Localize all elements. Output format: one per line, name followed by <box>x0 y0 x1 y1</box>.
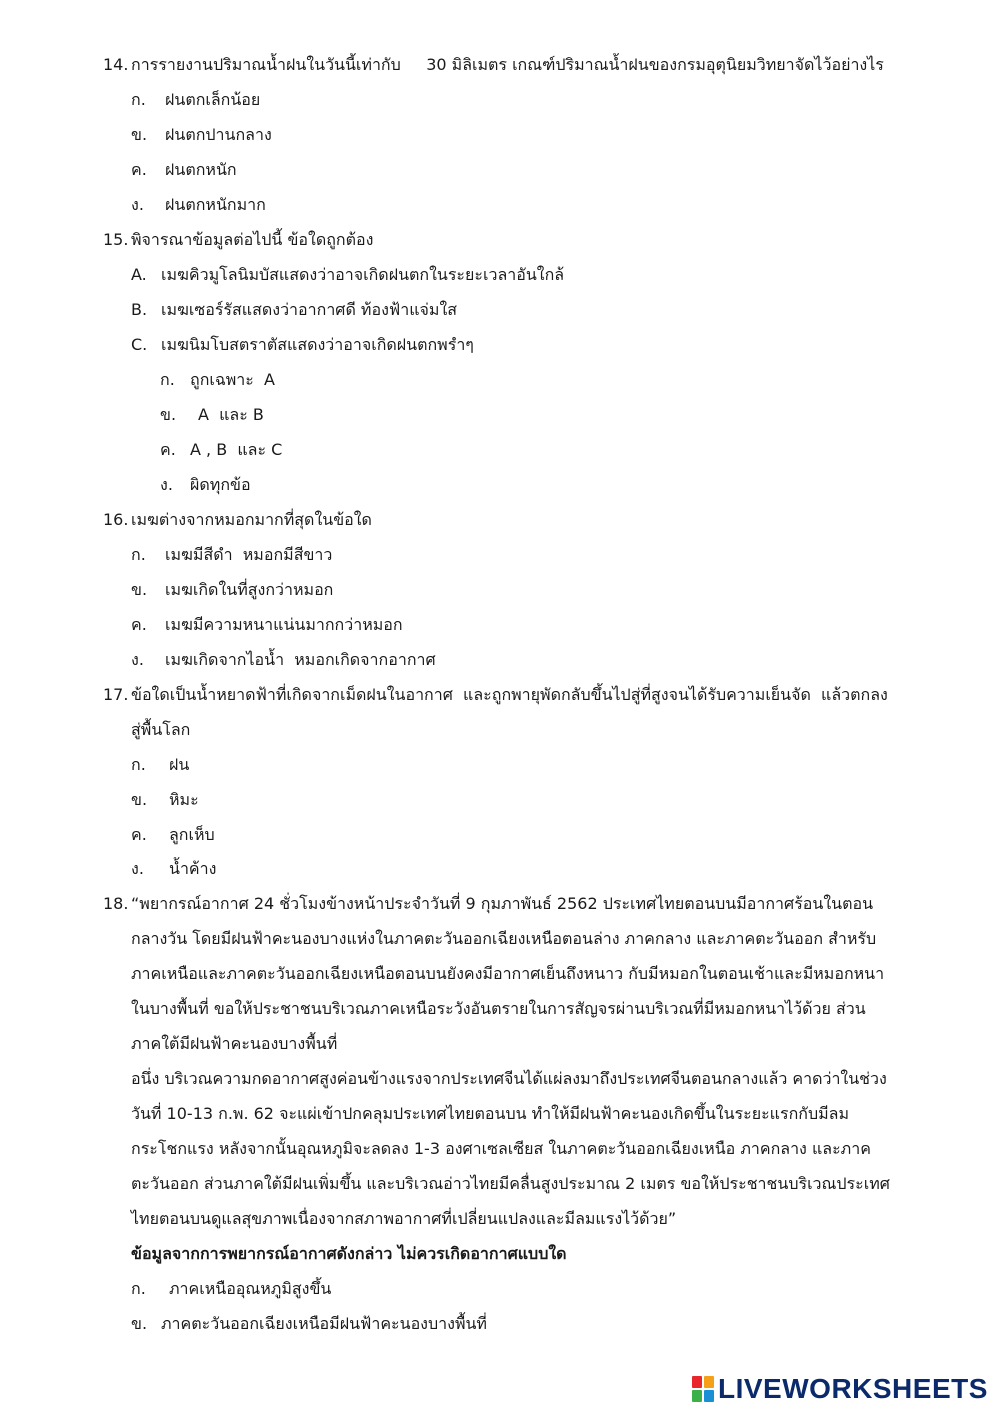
choice-label: ก. <box>131 1279 146 1298</box>
choice <box>160 439 282 461</box>
choice-text: ภาคตะวันออกเฉียงเหนือมีฝนฟ้าคะนองบางพื้นที่ <box>161 1314 487 1333</box>
liveworksheets-logo <box>692 1373 988 1405</box>
logo-cube <box>704 1376 714 1388</box>
choice <box>131 159 237 181</box>
question-number: 16. <box>103 510 129 529</box>
question-number: 14. <box>103 55 129 74</box>
passage-line: ไทยตอนบนดูแลสุขภาพเนื่องจากสภาพอากาศที่เปลี่ยนแปลงและมีลมแรงไว้ด้วย” <box>131 1209 677 1228</box>
choice-label: ค. <box>131 825 147 844</box>
question-18 <box>103 893 873 915</box>
passage-line: วันที่ 10-13 ก.พ. 62 จะแผ่เข้าปกคลุมประเทศไทยตอนบน ทำให้มีฝนฟ้าคะนองเกิดขึ้นในระยะแรกกับมีลม <box>131 1104 849 1123</box>
question-17 <box>103 684 888 706</box>
statement-text: เมฆนิมโบสตราตัสแสดงว่าอาจเกิดฝนตกพรำๆ <box>161 335 474 354</box>
choice-text: หิมะ <box>169 790 199 809</box>
choice-text: ฝนตกปานกลาง <box>165 125 272 144</box>
question-number: 17. <box>103 685 129 704</box>
choice-label: ง. <box>160 475 173 494</box>
question-number: 18. <box>103 894 129 913</box>
choice <box>131 824 215 846</box>
choice-label: ข. <box>131 1314 148 1333</box>
choice-label: ค. <box>131 160 147 179</box>
choice-text: A และ B <box>198 405 264 424</box>
choice-label: ก. <box>131 545 146 564</box>
question-text: ข้อใดเป็นน้ำหยาดฟ้าที่เกิดจากเม็ดฝนในอากาศ และถูกพายุพัดกลับขึ้นไปสู่ที่สูงจนได้รับความเย็นจัด แล้วตกลง <box>131 685 888 704</box>
choice-label: ข. <box>131 125 148 144</box>
statement-label: B. <box>131 300 148 319</box>
choice <box>131 1278 331 1300</box>
choice-text: A , B และ C <box>190 440 283 459</box>
choice <box>160 404 264 426</box>
passage-line: ตะวันออก ส่วนภาคใต้มีฝนเพิ่มขึ้น และบริเวณอ่าวไทยมีคลื่นสูงประมาณ 2 เมตร ขอให้ประชาชนบริเวณประเทศ <box>131 1174 890 1193</box>
choice-text: น้ำค้าง <box>169 859 217 878</box>
passage-line: กระโชกแรง หลังจากนั้นอุณหภูมิจะลดลง 1-3 องศาเซลเซียส ในภาคตะวันออกเฉียงเหนือ ภาคกลาง และภาค <box>131 1139 871 1158</box>
logo-cube <box>692 1390 702 1402</box>
passage-line: ภาคใต้มีฝนฟ้าคะนองบางพื้นที่ <box>131 1034 338 1053</box>
passage-line: อนึ่ง บริเวณความกดอากาศสูงค่อนข้างแรงจากประเทศจีนได้แผ่ลงมาถึงประเทศจีนตอนกลางแล้ว คาดว่าในช่วง <box>131 1069 887 1088</box>
statement <box>131 334 474 356</box>
statement-text: เมฆคิวมูโลนิมบัสแสดงว่าอาจเกิดฝนตกในระยะเวลาอันใกล้ <box>161 265 565 284</box>
choice-label: ก. <box>131 90 146 109</box>
choice <box>131 1313 487 1335</box>
choice <box>131 89 260 111</box>
question-15 <box>103 229 373 251</box>
choice-text: ฝนตกหนัก <box>165 160 237 179</box>
choice-label: ข. <box>160 405 177 424</box>
logo-cubes-icon <box>692 1376 714 1402</box>
choice <box>131 544 332 566</box>
choice <box>160 474 251 496</box>
question-14 <box>103 54 884 76</box>
question-text-continued: สู่พื้นโลก <box>131 720 191 739</box>
choice-text: ลูกเห็บ <box>169 825 215 844</box>
choice-text: ฝนตกหนักมาก <box>165 195 266 214</box>
choice-label: ข. <box>131 790 148 809</box>
choice <box>131 789 199 811</box>
question-text: การรายงานปริมาณน้ำฝนในวันนี้เท่ากับ 30 มิลิเมตร เกณฑ์ปริมาณน้ำฝนของกรมอุตุนิยมวิทยาจัดไว้อย่างไร <box>131 55 884 74</box>
choice-text: ฝนตกเล็กน้อย <box>165 90 261 109</box>
choice <box>131 754 189 776</box>
choice-label: ค. <box>160 440 176 459</box>
choice <box>131 649 436 671</box>
choice-label: ก. <box>160 370 175 389</box>
statement-label: A. <box>131 265 147 284</box>
choice-label: ง. <box>131 859 144 878</box>
statement <box>131 264 564 286</box>
choice-text: ภาคเหนืออุณหภูมิสูงขึ้น <box>169 1279 332 1298</box>
question-text: เมฆต่างจากหมอกมากที่สุดในข้อใด <box>131 510 372 529</box>
choice-text: เมฆมีความหนาแน่นมากกว่าหมอก <box>165 615 403 634</box>
choice <box>131 124 272 146</box>
choice-text: เมฆมีสีดำ หมอกมีสีขาว <box>165 545 333 564</box>
choice-text: ผิดทุกข้อ <box>190 475 251 494</box>
passage-line: “พยากรณ์อากาศ 24 ชั่วโมงข้างหน้าประจำวันที่ 9 กุมภาพันธ์ 2562 ประเทศไทยตอนบนมีอากาศร้อนในตอน <box>131 894 874 913</box>
passage-line: กลางวัน โดยมีฝนฟ้าคะนองบางแห่งในภาคตะวันออกเฉียงเหนือตอนล่าง ภาคกลาง และภาคตะวันออก สำหรับ <box>131 929 877 948</box>
choice <box>131 579 333 601</box>
choice-label: ง. <box>131 650 144 669</box>
statement-text: เมฆเซอร์รัสแสดงว่าอากาศดี ท้องฟ้าแจ่มใส <box>161 300 458 319</box>
choice-label: ก. <box>131 755 146 774</box>
choice <box>160 369 275 391</box>
choice-text: ฝน <box>169 755 190 774</box>
question-number: 15. <box>103 230 129 249</box>
question-16 <box>103 509 372 531</box>
question-text: พิจารณาข้อมูลต่อไปนี้ ข้อใดถูกต้อง <box>131 230 374 249</box>
choice-text: ถูกเฉพาะ A <box>190 370 275 389</box>
logo-text: LIVEWORKSHEETS <box>718 1373 988 1404</box>
choice-label: ง. <box>131 195 144 214</box>
question-prompt: ข้อมูลจากการพยากรณ์อากาศดังกล่าว ไม่ควรเกิดอากาศแบบใด <box>131 1244 567 1263</box>
statement-label: C. <box>131 335 148 354</box>
passage-line: ภาคเหนือและภาคตะวันออกเฉียงเหนือตอนบนยังคงมีอากาศเย็นถึงหนาว กับมีหมอกในตอนเช้าและมีหมอกหนา <box>131 964 885 983</box>
choice-label: ค. <box>131 615 147 634</box>
choice-text: เมฆเกิดในที่สูงกว่าหมอก <box>165 580 334 599</box>
choice-label: ข. <box>131 580 148 599</box>
passage-line: ในบางพื้นที่ ขอให้ประชาชนบริเวณภาคเหนือระวังอันตรายในการสัญจรผ่านบริเวณที่มีหมอกหนาไว้ด้วย ส่วน <box>131 999 866 1018</box>
choice <box>131 858 216 880</box>
choice-text: เมฆเกิดจากไอน้ำ หมอกเกิดจากอากาศ <box>165 650 436 669</box>
logo-cube <box>692 1376 702 1388</box>
choice <box>131 194 266 216</box>
logo-cube <box>704 1390 714 1402</box>
statement <box>131 299 457 321</box>
choice <box>131 614 403 636</box>
